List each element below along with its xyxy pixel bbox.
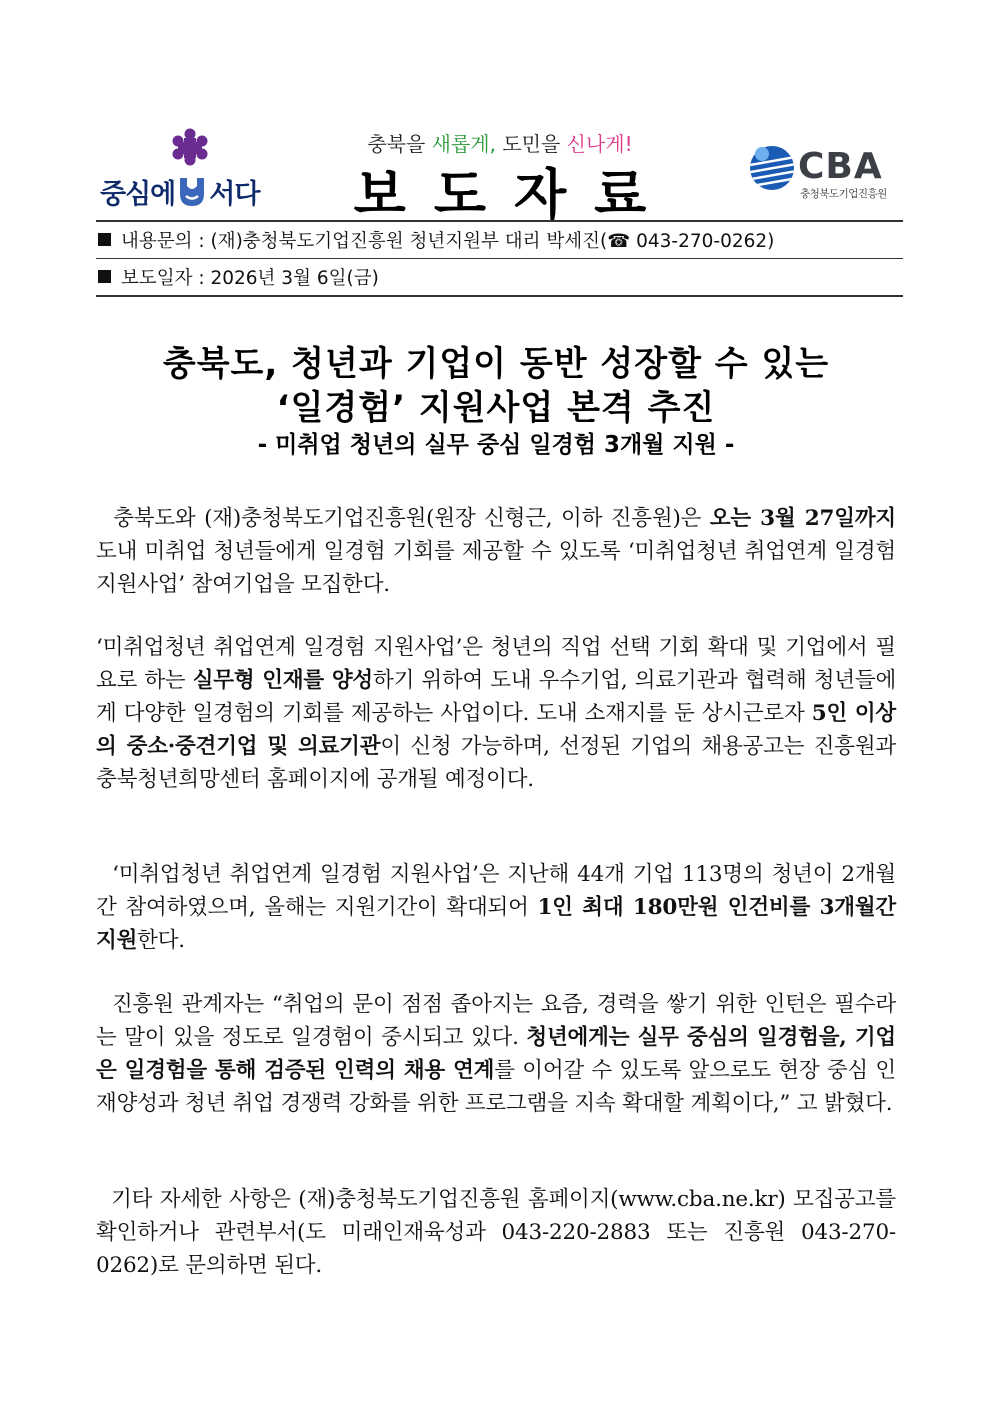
paragraph-1: 충북도와 (재)충청북도기업진흥원(원장 신형근, 이하 진흥원)은 오는 3월 27일까지 도내 미취업 청년들에게 일경험 기회를 제공할 수 있도록 ‘미취업청년 취업연계 일경험 지원사업’ 참여기업을 모집한다. xyxy=(96,506,896,597)
divider xyxy=(96,220,903,222)
paragraph-2: ‘미취업청년 취업연계 일경험 지원사업’은 청년의 직업 선택 기회 확대 및 기업에서 필요로 하는 실무형 인재를 양성하기 위하여 도내 우수기업, 의료기관과 협력해 청년들에게 다양한 일경험의 기회를 제공하는 사업이다. 도내 소재지를 둔 상시근로자 5인 이상의 중소·중견기업 및 의료기관이 신청 가능하며, 선정된 기업의 채용공고는 진흥원과 충북청년희망센터 홈페이지에 공개될 예정이다. xyxy=(96,635,897,792)
bullet-square-icon xyxy=(98,233,111,246)
release-date: 보도일자 : 2026년 3월 6일(금) xyxy=(98,264,379,290)
paragraph-4: 진흥원 관계자는 “취업의 문이 점점 좁아지는 요즘, 경력을 쌓기 위한 인턴은 필수라는 말이 있을 정도로 일경험이 중시되고 있다. 청년에게는 실무 중심의 일경험을, 기업은 일경험을 통해 검증된 인력의 채용 연계를 이어갈 수 있도록 앞으로도 현장 중심 인재양성과 청년 취업 경쟁력 강화를 위한 프로그램을 지속 확대할 계획이다,” 고 밝혔다. xyxy=(96,992,897,1116)
slogan: 충북을 새롭게, 도민을 신나게! xyxy=(367,132,633,156)
logo-cup-icon xyxy=(177,176,207,208)
cba-brand-text: CBA xyxy=(798,146,883,187)
press-release-title: 보도자료 xyxy=(353,163,675,226)
contact-info: 내용문의 : (재)충청북도기업진흥원 청년지원부 대리 박세진(☎ 043-270-0262) xyxy=(98,227,774,253)
paragraph-5: 기타 자세한 사항은 (재)충청북도기업진흥원 홈페이지(www.cba.ne.kr) 모집공고를 확인하거나 관련부서(도 미래인재육성과 043-220-2883 또는 진흥원 043-270-0262)로 문의하면 된다. xyxy=(96,1187,896,1278)
logo-text-right: 서다 xyxy=(209,179,260,210)
divider xyxy=(96,295,903,297)
headline-line-1: 충북도, 청년과 기업이 동반 성장할 수 있는 xyxy=(162,344,830,384)
logo-text-left: 중심에 xyxy=(100,179,176,210)
paragraph-3: ‘미취업청년 취업연계 일경험 지원사업’은 지난해 44개 기업 113명의 청년이 2개월간 참여하였으며, 올해는 지원기간이 확대되어 1인 최대 180만원 인건비를 3개월간 지원한다. xyxy=(96,862,896,953)
cba-org-name: 충청북도기업진흥원 xyxy=(800,188,887,200)
headline-subtitle: - 미취업 청년의 실무 중심 일경험 3개월 지원 - xyxy=(257,432,735,458)
divider xyxy=(96,258,903,259)
bullet-square-icon xyxy=(98,270,111,283)
chungbuk-logo xyxy=(100,128,260,210)
headline-line-2: ‘일경험’ 지원사업 본격 추진 xyxy=(276,388,716,428)
cba-globe-icon xyxy=(748,144,796,192)
chungbuk-symbol-icon xyxy=(170,128,210,174)
cba-logo xyxy=(748,144,908,208)
